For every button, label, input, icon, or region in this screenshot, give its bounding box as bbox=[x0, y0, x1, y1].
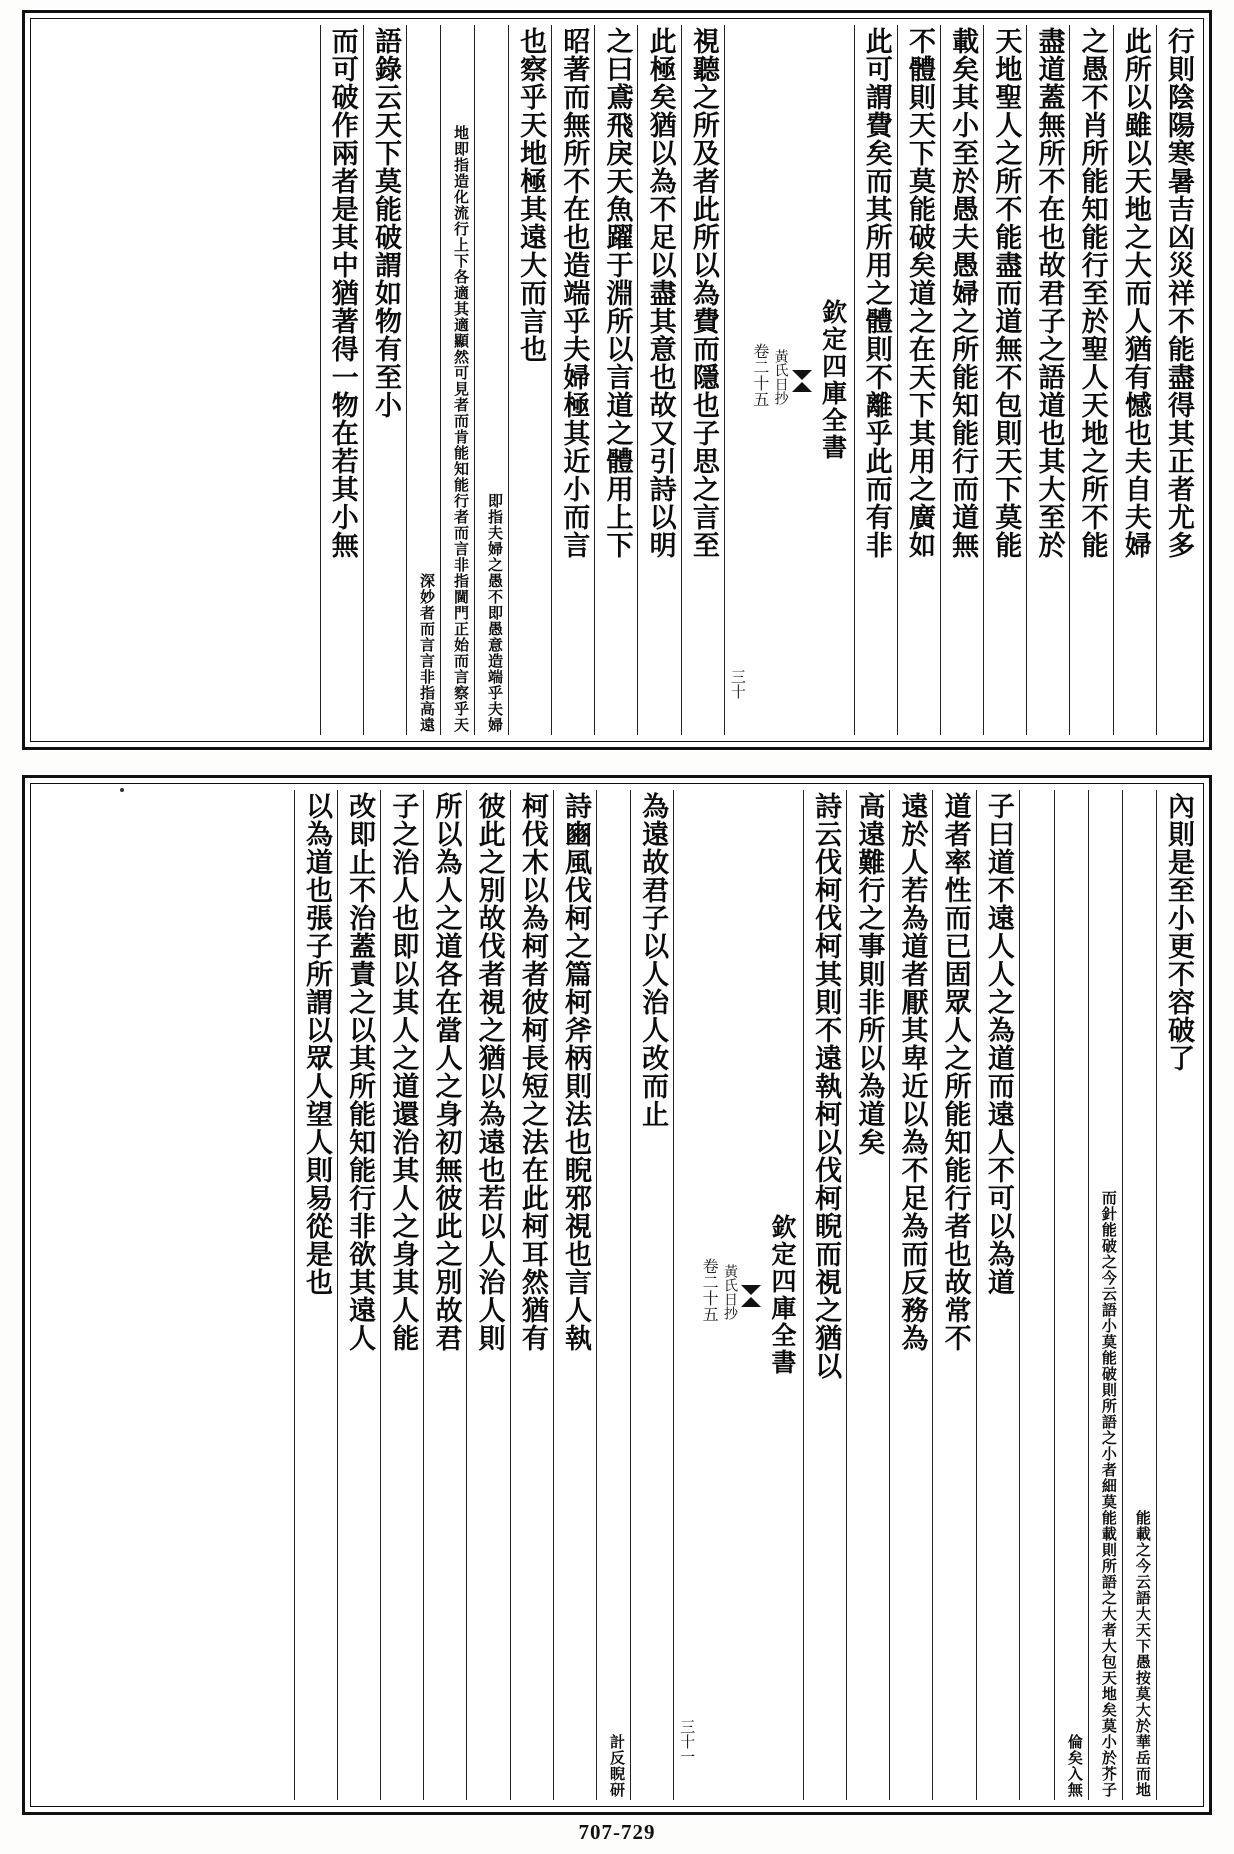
text-column: 視聽之所及者此所以為費而隱也子思之言至 bbox=[681, 25, 724, 735]
text-column: 詩云伐柯伐柯其則不遠執柯以伐柯睨而視之猶以 bbox=[803, 790, 846, 1800]
text-column: 遠於人若為道者厭其卑近以為不足為而反務為 bbox=[889, 790, 932, 1800]
commentary-line: 倫矣 bbox=[1065, 1734, 1084, 1766]
commentary-column bbox=[1088, 790, 1122, 1800]
banner-column-bottom bbox=[673, 790, 803, 1800]
text-column: 盡道蓋無所不在也故君子之語道也其大至於 bbox=[1026, 25, 1069, 735]
commentary-column bbox=[1122, 790, 1156, 1800]
banner-column-top bbox=[724, 25, 854, 735]
column-group-top bbox=[35, 25, 1199, 735]
text-column: 之曰鳶飛戾天魚躍于淵所以言道之體用上下 bbox=[594, 25, 637, 735]
volume-label: 卷二十五 bbox=[700, 1258, 720, 1322]
text-column: 改即止不治蓋責之以其所能知能行非欲其遠人 bbox=[337, 790, 380, 1800]
book-subtitle: 黃氏日抄 bbox=[721, 1264, 738, 1320]
column-group-bottom bbox=[35, 790, 1199, 1800]
commentary-column bbox=[474, 25, 508, 735]
page-number: 三十 bbox=[728, 669, 747, 699]
text-block-bottom-frame bbox=[30, 783, 1204, 1807]
text-column: 天地聖人之所不能盡而道無不包則天下莫能 bbox=[983, 25, 1026, 735]
text-column: 所以為人之道各在當人之身初無彼此之別故君 bbox=[423, 790, 466, 1800]
commentary-line: 地即指造化流行上下各適其適顯然可見者而 bbox=[451, 125, 470, 429]
commentary-column bbox=[440, 25, 474, 735]
blank-column bbox=[1019, 790, 1054, 1800]
commentary-line: 能載之今云語大天下 bbox=[1133, 1510, 1152, 1654]
text-column: 此極矣猶以為不足以盡其意也故又引詩以明 bbox=[637, 25, 680, 735]
text-column: 詩豳風伐柯之篇柯斧柄則法也睨邪視也言人執 bbox=[553, 790, 596, 1800]
commentary-column bbox=[1054, 790, 1088, 1800]
commentary-line: 即愚意造端乎夫婦 bbox=[485, 605, 504, 733]
text-column: 子之治人也即以其人之道還治其人之身其人能 bbox=[380, 790, 423, 1800]
text-column: 昭著而無所不在也造端乎夫婦極其近小而言 bbox=[551, 25, 594, 735]
text-column: 此所以雖以天地之大而人猶有憾也夫自夫婦 bbox=[1113, 25, 1156, 735]
text-column: 此可謂費矣而其所用之體則不離乎此而有非 bbox=[854, 25, 897, 735]
text-column: 子曰道不遠人人之為道而遠人不可以為道 bbox=[976, 790, 1019, 1800]
text-column: 之愚不肖所能知能行至於聖人天地之所不能 bbox=[1069, 25, 1112, 735]
text-block-top-frame bbox=[30, 18, 1204, 742]
commentary-column bbox=[596, 790, 630, 1800]
text-column: 道者率性而已固眾人之所能知能行者也故常不 bbox=[932, 790, 975, 1800]
text-column: 載矣其小至於愚夫愚婦之所能知能行而道無 bbox=[940, 25, 983, 735]
fish-tail-icon bbox=[738, 1283, 764, 1309]
commentary-line: 入無 bbox=[1065, 1766, 1084, 1798]
book-title: 欽定四庫全書 bbox=[767, 1214, 797, 1376]
text-column: 不體則天下莫能破矣道之在天下其用之廣如 bbox=[897, 25, 940, 735]
text-column: 為遠故君子以人治人改而止 bbox=[630, 790, 673, 1800]
commentary-column-mixed bbox=[406, 25, 440, 735]
text-column: 高遠難行之事則非所以為道矣 bbox=[846, 790, 889, 1800]
text-column: 語錄云天下莫能破謂如物有至小 bbox=[363, 25, 406, 735]
commentary-line: 言非指高遠 bbox=[417, 653, 436, 733]
text-column: 柯伐木以為柯者彼柯長短之法在此柯耳然猶有 bbox=[510, 790, 553, 1800]
commentary-line: 睨研 bbox=[608, 1766, 626, 1798]
text-column: 以為道也張子所謂以眾人望人則易從是也 bbox=[294, 790, 337, 1800]
text-column: 彼此之別故伐者視之猶以為遠也若以人治人則 bbox=[466, 790, 509, 1800]
commentary-line: 計反 bbox=[608, 1734, 626, 1766]
scan-artifact bbox=[120, 788, 124, 792]
text-column: 內則是至小更不容破了 bbox=[1156, 790, 1199, 1800]
book-subtitle: 黃氏日抄 bbox=[772, 349, 789, 405]
text-column: 也察乎天地極其遠大而言也 bbox=[508, 25, 551, 735]
page-number: 三十一 bbox=[678, 1719, 697, 1764]
text-column: 而可破作兩者是其中猶著得一物在若其小無 bbox=[320, 25, 363, 735]
commentary-line: 肯能知能行者而言非指閫門正始而言察乎天 bbox=[451, 429, 470, 733]
commentary-line: 即指夫婦之愚不 bbox=[485, 493, 504, 605]
commentary-line: 而針能破之今云語小莫能破則所語之小者細 bbox=[1099, 1190, 1118, 1494]
text-block-bottom bbox=[22, 775, 1212, 1815]
text-block-top bbox=[22, 10, 1212, 750]
commentary-line: 深妙者而言 bbox=[417, 573, 436, 653]
commentary-line: 愚按莫大於華岳而地 bbox=[1133, 1654, 1152, 1798]
commentary-line: 莫能載則所語之大者大包天地矣莫小於芥子 bbox=[1099, 1494, 1118, 1798]
page-footer: 707-729 bbox=[578, 1820, 656, 1844]
fish-tail-icon bbox=[789, 368, 815, 394]
book-title: 欽定四庫全書 bbox=[818, 299, 848, 461]
text-column: 行則陰陽寒暑吉凶災祥不能盡得其正者尤多 bbox=[1156, 25, 1199, 735]
volume-label: 卷二十五 bbox=[750, 343, 770, 407]
